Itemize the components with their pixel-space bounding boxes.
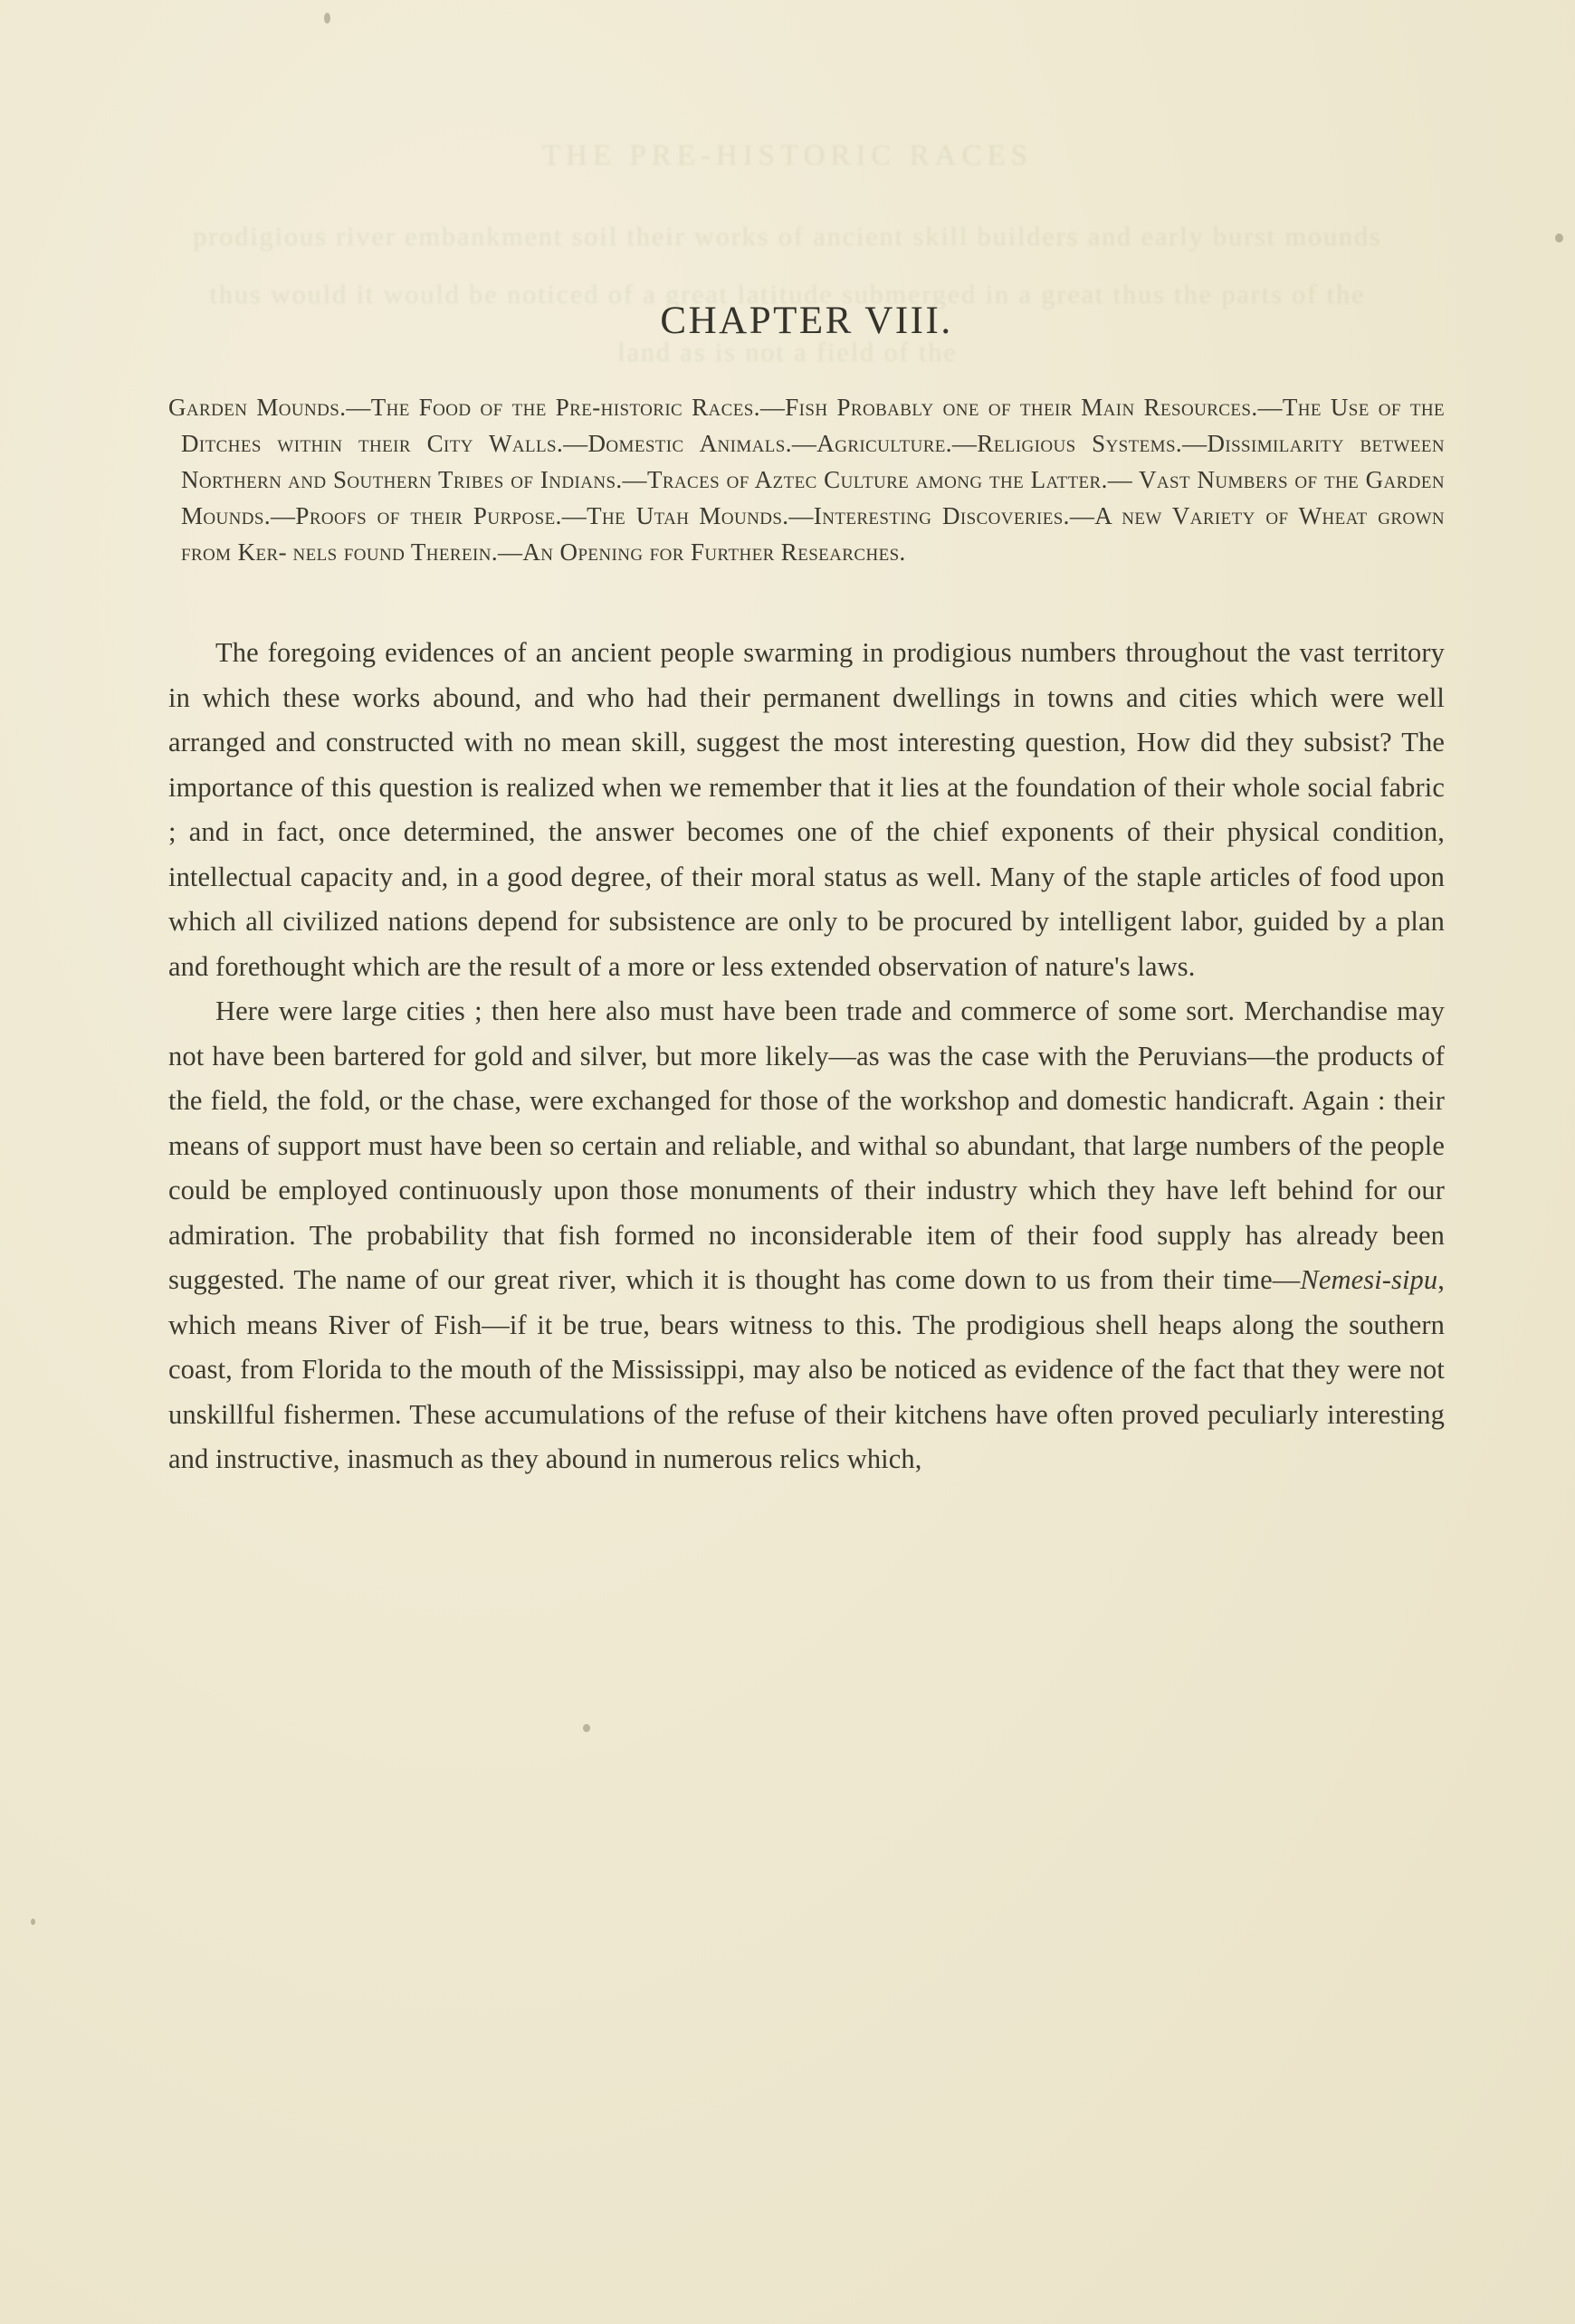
paragraph-2-part-a: Here were large cities ; then here also must have been trade and commerce of some sort. Merchandise may not have been bartered for gold and silver, but more likely—as was the case with the Peruvians—the products of the field, the fold, or the chase, were exchanged for those of the workshop and domestic handicraft. Again : their means of support must have been so certain and reliable, and withal so abundant, that large numbers of the people could be employed continuously upon those monuments of their industry which they have left behind for our admiration. The probability that fish formed no inconsiderable item of their food supply has already been suggested. The name of our great river, which it is thought has come down to us from their time— <box>168 995 1445 1295</box>
synopsis-line-2: Main Resources.—The Use of the Ditches within their City Walls.—Domestic <box>181 394 1445 457</box>
ghost-body: prodigious river embankment soil their works of ancient skill builders and early burst mounds thus would it would be noticed of a great latitude submerged in a great thus the parts of the land as is not a field of the <box>193 222 1382 367</box>
river-name-italic: Nemesi-sipu <box>1300 1264 1438 1295</box>
synopsis-line-5: Vast Numbers of the Garden Mounds.—Proofs of their Purpose.—The Utah <box>181 466 1445 529</box>
paper-speck <box>583 1724 590 1732</box>
synopsis-line-1: Garden Mounds.—The Food of the Pre-historic Races.—Fish Probably one of their <box>168 394 1073 421</box>
ghost-title: THE PRE-HISTORIC RACES <box>541 139 1034 172</box>
paper-speck <box>1555 233 1563 243</box>
body-paragraph-1: The foregoing evidences of an ancient people swarming in prodigious numbers throughout the vast territory in which these works abound, and who had their permanent dwellings in towns and cities which were well arranged and constructed with no mean skill, suggest the most interesting question, How did they subsist? The importance of this question is realized when we remember that it lies at the foundation of their whole social fabric ; and in fact, once determined, the answer becomes one of the chief exponents of their physical condition, intellectual capacity and, in a good degree, of their moral status as well. Many of the staple articles of food upon which all civilized nations depend for subsistence are only to be procured by intelligent labor, guided by a plan and forethought which are the result of a more or less extended observation of nature's laws. <box>168 637 1445 982</box>
body-paragraph-2 <box>168 989 1445 1482</box>
page-title: CHAPTER VIII. <box>660 300 953 342</box>
synopsis-line-3: Animals.—Agriculture.—Religious Systems.—Dissimilarity between Northern <box>181 430 1445 493</box>
page-content <box>168 299 1445 1482</box>
paper-speck <box>324 13 330 24</box>
paper-speck <box>31 1919 35 1925</box>
synopsis-line-7: nels found Therein.—An Opening for Further Researches. <box>292 538 906 566</box>
chapter-synopsis <box>168 390 1445 571</box>
synopsis-line-6: Mounds.—Interesting Discoveries.—A new Variety of Wheat grown from Ker- <box>181 502 1446 566</box>
synopsis-line-4: and Southern Tribes of Indians.—Traces of Aztec Culture among the Latter.— <box>288 466 1133 493</box>
paragraph-2-part-b: , which means River of Fish—if it be true, bears witness to this. The prodigious shell heaps along the southern coast, from Florida to the mouth of the Mississippi, may also be noticed as evidence of the fact that they were not unskillful fishermen. These accumulations of the refuse of their kitchens have often proved peculiarly interesting and instructive, inasmuch as they abound in numerous relics which, <box>168 1264 1445 1474</box>
